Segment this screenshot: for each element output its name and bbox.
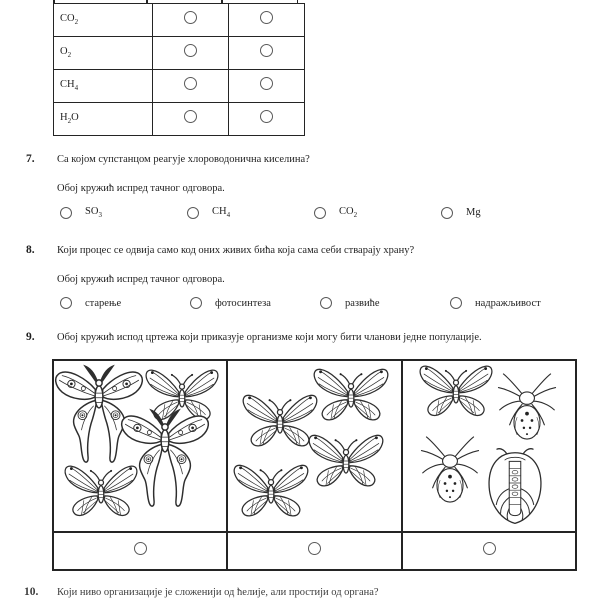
radio-button[interactable] — [320, 297, 332, 309]
question-text-9: Обој кружић испод цртежа који приказује организме који могу бити чланови једне популације. — [57, 332, 482, 343]
q7-option-mg — [441, 206, 568, 219]
table-row — [54, 70, 305, 103]
radio-button[interactable] — [187, 207, 199, 219]
radio-button[interactable] — [60, 207, 72, 219]
radio-button[interactable] — [260, 110, 273, 123]
q9-image-row — [53, 360, 576, 532]
q9-image-table — [52, 359, 577, 571]
q7-options — [60, 206, 568, 219]
radio-button[interactable] — [450, 297, 462, 309]
radio-button[interactable] — [184, 44, 197, 57]
gas-table — [53, 3, 305, 136]
radio-button[interactable] — [184, 110, 197, 123]
q8-options — [60, 297, 580, 309]
radio-button[interactable] — [60, 297, 72, 309]
question-text-10: Који ниво организације је сложенији од ћелије, али простији од органа? — [57, 587, 379, 598]
q8-option-razvice — [320, 297, 450, 309]
q7-option-ch4 — [187, 206, 314, 219]
question-number-9: 9. — [26, 331, 35, 343]
gas-label: $CH_4$ — [54, 70, 153, 103]
table-row — [54, 37, 305, 70]
option-label: надражљивост — [475, 297, 541, 309]
instruction-text-7: Обој кружић испред тачног одговора. — [57, 183, 225, 194]
gas-label: $CO_2$ — [54, 4, 153, 37]
option-label: $SO_3$ — [85, 206, 102, 220]
table-row — [54, 103, 305, 136]
q8-option-nadrazljivost — [450, 297, 580, 309]
option-label: $CH_4$ — [212, 206, 231, 220]
radio-button[interactable] — [134, 542, 147, 555]
q7-option-co2 — [314, 206, 441, 219]
gas-label: $O_2$ — [54, 37, 153, 70]
question-number-10: 10. — [24, 586, 39, 598]
option-label: $CO_2$ — [339, 206, 358, 220]
butterfly-drawing — [306, 429, 386, 501]
table-row — [54, 4, 305, 37]
q9-image-option-2 — [227, 360, 402, 532]
butterfly-drawing — [311, 363, 391, 435]
instruction-text-8: Обој кружић испред тачног одговора. — [57, 274, 225, 285]
radio-button[interactable] — [483, 542, 496, 555]
radio-button[interactable] — [184, 77, 197, 90]
butterfly-drawing — [231, 459, 311, 531]
spider-drawing — [496, 369, 558, 450]
radio-button[interactable] — [441, 207, 453, 219]
option-label: старење — [85, 297, 122, 309]
option-label: Mg — [466, 207, 481, 219]
butterfly-drawing — [62, 460, 140, 530]
beetle-drawing — [479, 447, 551, 530]
question-number-8: 8. — [26, 244, 35, 256]
gas-label: $H_2O$ — [54, 103, 153, 136]
question-number-7: 7. — [26, 153, 35, 165]
option-label: развиће — [345, 297, 380, 309]
radio-button[interactable] — [260, 77, 273, 90]
q9-image-option-1 — [53, 360, 227, 532]
q8-option-fotosinteza — [190, 297, 320, 309]
q9-radio-row — [53, 532, 576, 570]
q8-option-starenje — [60, 297, 190, 309]
radio-button[interactable] — [308, 542, 321, 555]
q9-image-option-3 — [402, 360, 576, 532]
question-text-7: Са којом супстанцом реагује хлороводонична киселина? — [57, 154, 310, 165]
q7-option-so3 — [60, 206, 187, 219]
radio-button[interactable] — [260, 11, 273, 24]
option-label: фотосинтеза — [215, 297, 271, 309]
butterfly-drawing — [417, 360, 495, 430]
radio-button[interactable] — [314, 207, 326, 219]
radio-button[interactable] — [190, 297, 202, 309]
question-text-8: Који процес се одвија само код оних живих бића која сама себи стварају храну? — [57, 245, 415, 256]
radio-button[interactable] — [184, 11, 197, 24]
spider-drawing — [419, 432, 481, 513]
radio-button[interactable] — [260, 44, 273, 57]
